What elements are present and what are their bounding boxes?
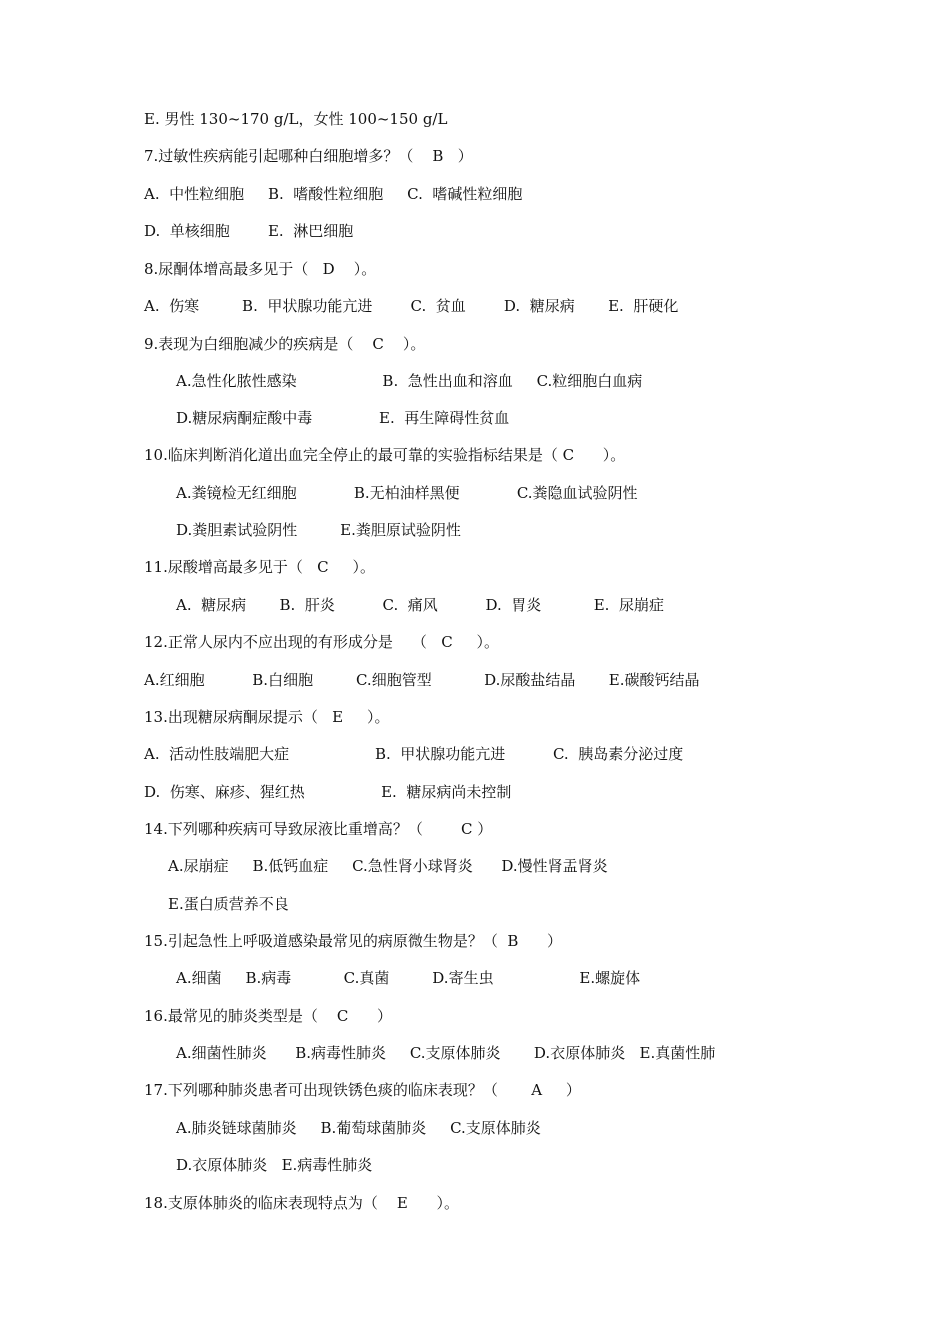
question-13: 13.出现糖尿病酮尿提示（ E ）。: [144, 708, 390, 726]
question-16-options: A.细菌性肺炎 B.病毒性肺炎 C.支原体肺炎 D.衣原体肺炎 E.真菌性肺: [176, 1044, 716, 1062]
question-17-options-row-2: D.衣原体肺炎 E.病毒性肺炎: [176, 1156, 373, 1174]
question-18: 18.支原体肺炎的临床表现特点为（ E ）。: [144, 1194, 459, 1212]
question-14-options-row-1: A.尿崩症 B.低钙血症 C.急性肾小球肾炎 D.慢性肾盂肾炎: [168, 857, 608, 875]
question-15: 15.引起急性上呼吸道感染最常见的病原微生物是？（ B ）: [144, 932, 563, 950]
question-13-options-row-1: A. 活动性肢端肥大症 B. 甲状腺功能亢进 C. 胰岛素分泌过度: [144, 745, 684, 763]
question-17-options-row-1: A.肺炎链球菌肺炎 B.葡萄球菌肺炎 C.支原体肺炎: [176, 1119, 541, 1137]
question-14: 14.下列哪种疾病可导致尿液比重增高？（ C ）: [144, 820, 493, 838]
question-7: 7.过敏性疾病能引起哪种白细胞增多？（ B ）: [144, 147, 473, 165]
question-16: 16.最常见的肺炎类型是（ C ）: [144, 1007, 393, 1025]
question-7-options-row-2: D. 单核细胞 E. 淋巴细胞: [144, 222, 354, 240]
question-10-options-row-2: D.粪胆素试验阴性 E.粪胆原试验阴性: [176, 521, 461, 539]
question-17: 17.下列哪种肺炎患者可出现铁锈色痰的临床表现？（ A ）: [144, 1081, 581, 1099]
question-15-options: A.细菌 B.病毒 C.真菌 D.寄生虫 E.螺旋体: [176, 969, 641, 987]
question-12-options: A.红细胞 B.白细胞 C.细胞管型 D.尿酸盐结晶 E.碳酸钙结晶: [144, 671, 700, 689]
question-10: 10.临床判断消化道出血完全停止的最可靠的实验指标结果是（ C ）。: [144, 446, 626, 464]
question-7-options-row-1: A. 中性粒细胞 B. 嗜酸性粒细胞 C. 嗜碱性粒细胞: [144, 185, 523, 203]
question-14-options-row-2: E.蛋白质营养不良: [168, 895, 289, 913]
question-13-options-row-2: D. 伤寒、麻疹、猩红热 E. 糖尿病尚未控制: [144, 783, 512, 801]
question-9-options-row-1: A.急性化脓性感染 B. 急性出血和溶血 C.粒细胞白血病: [176, 372, 643, 390]
question-9-options-row-2: D.糖尿病酮症酸中毒 E. 再生障碍性贫血: [176, 409, 510, 427]
question-8: 8.尿酮体增高最多见于（ D ）。: [144, 260, 377, 278]
question-9: 9.表现为白细胞减少的疾病是（ C ）。: [144, 335, 426, 353]
answer-option-line: E. 男性 130~170 g/L，女性 100~150 g/L: [144, 110, 448, 128]
question-8-options: A. 伤寒 B. 甲状腺功能亢进 C. 贫血 D. 糖尿病 E. 肝硬化: [144, 297, 679, 315]
question-10-options-row-1: A.粪镜检无红细胞 B.无柏油样黑便 C.粪隐血试验阴性: [176, 484, 638, 502]
question-11: 11.尿酸增高最多见于（ C ）。: [144, 558, 375, 576]
question-11-options: A. 糖尿病 B. 肝炎 C. 痛风 D. 胃炎 E. 尿崩症: [176, 596, 664, 614]
question-12: 12.正常人尿内不应出现的有形成分是 （ C ）。: [144, 633, 500, 651]
